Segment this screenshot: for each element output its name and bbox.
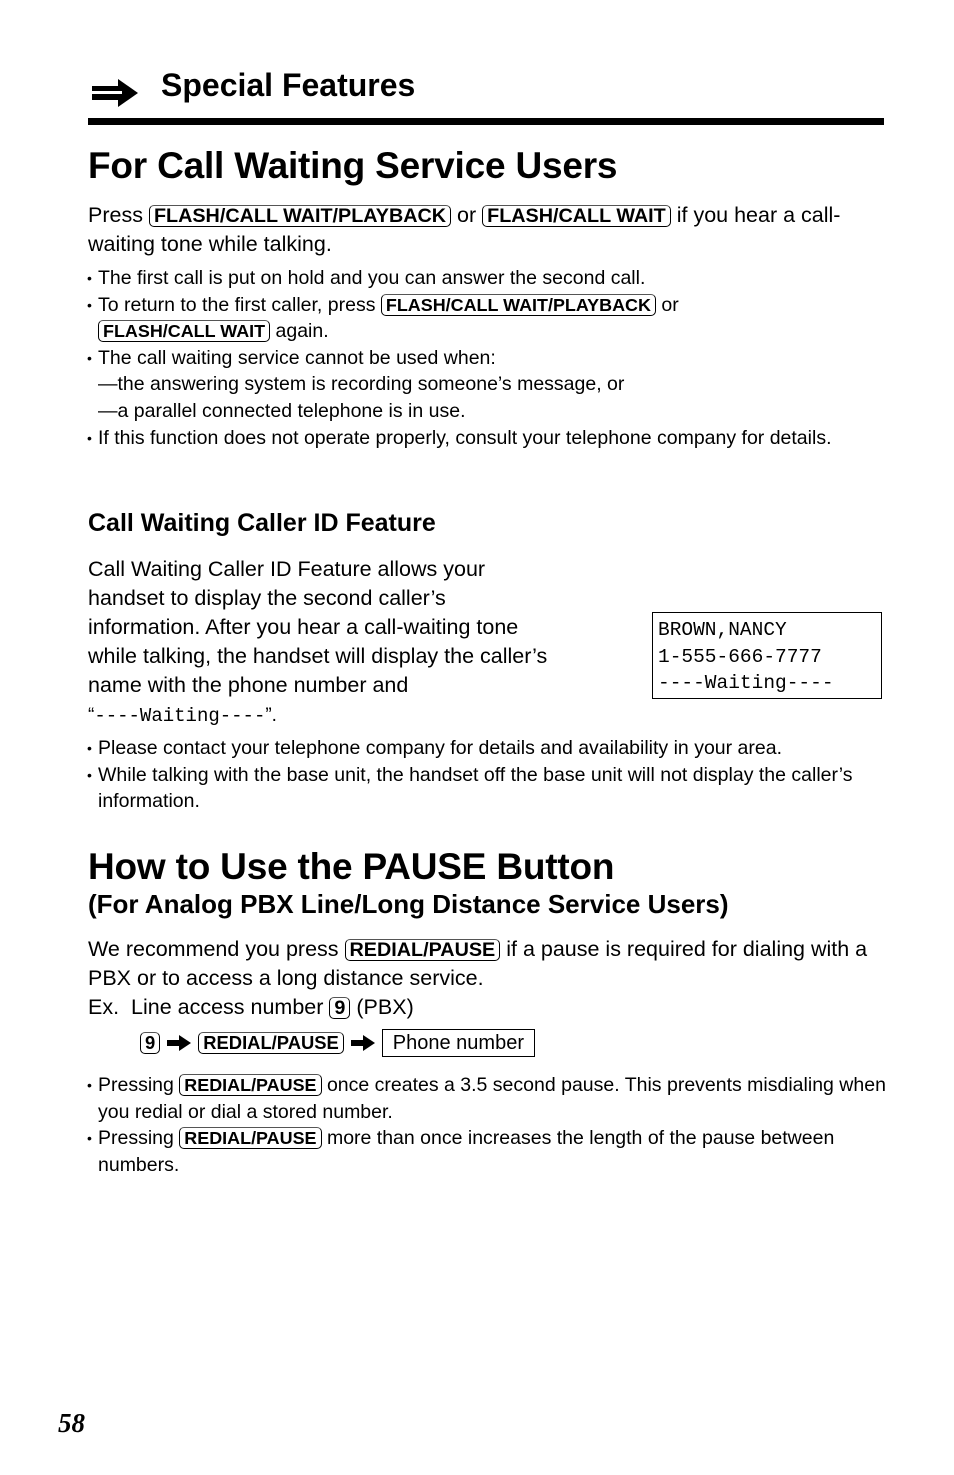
section-header <box>88 66 884 126</box>
section-title-pause: How to Use the PAUSE Button <box>88 846 615 887</box>
arrow-right-icon <box>166 1034 192 1052</box>
redial-pause-key: REDIAL/PAUSE <box>345 939 501 961</box>
call-waiting-intro <box>88 201 878 259</box>
redial-pause-key: REDIAL/PAUSE <box>179 1127 321 1149</box>
flash-call-wait-playback-key: FLASH/CALL WAIT/PLAYBACK <box>381 294 656 316</box>
intro-press: Press <box>88 203 143 227</box>
header-title: Special Features <box>161 67 416 103</box>
redial-pause-key: REDIAL/PAUSE <box>198 1032 344 1054</box>
phone-number-box: Phone number <box>382 1029 535 1057</box>
digit-9-key: 9 <box>329 997 350 1019</box>
call-waiting-notes <box>88 265 888 451</box>
list-item: • To return to the first caller, press FLASH/CALL WAIT/PLAYBACK or FLASH/CALL WAIT again. <box>88 292 888 345</box>
intro-rest: if you hear a call-waiting tone while talking. <box>88 203 841 256</box>
flash-call-wait-playback-key: FLASH/CALL WAIT/PLAYBACK <box>149 205 451 227</box>
list-item: —the answering system is recording someone’s message, or <box>98 373 625 396</box>
subsection-title-caller-id: Call Waiting Caller ID Feature <box>88 509 436 537</box>
list-item: —a parallel connected telephone is in use. <box>98 399 466 422</box>
digit-9-key: 9 <box>140 1032 160 1054</box>
redial-pause-key: REDIAL/PAUSE <box>179 1074 321 1096</box>
flash-call-wait-key: FLASH/CALL WAIT <box>98 320 270 342</box>
caller-id-description: Call Waiting Caller ID Feature allows your handset to display the second caller’s information. After you hear a call-waiting tone while talking, the handset will display the caller’s name with the phone number and “----Waiting----”. <box>88 557 548 727</box>
pause-intro: We recommend you press REDIAL/PAUSE if a pause is required for dialing with a PBX or to access a long distance service. Ex. Line access number 9 (PBX) <box>88 937 868 1019</box>
flash-call-wait-key: FLASH/CALL WAIT <box>482 205 671 227</box>
list-item: • Pressing REDIAL/PAUSE once creates a 3.5 second pause. This prevents misdialing when you redial or dial a stored number. <box>88 1072 888 1125</box>
handset-display <box>652 612 882 699</box>
section-title-call-waiting: For Call Waiting Service Users <box>88 145 618 186</box>
list-item: • Please contact your telephone company for details and availability in your area. <box>88 735 888 762</box>
list-item: • Pressing REDIAL/PAUSE more than once increases the length of the pause between numbers. <box>88 1125 888 1178</box>
list-item: • If this function does not operate properly, consult your telephone company for details. <box>88 425 888 452</box>
pause-sequence <box>140 1029 535 1057</box>
display-line-name: BROWN,NANCY <box>658 619 787 641</box>
display-line-number: 1-555-666-7777 <box>658 645 822 668</box>
pause-notes <box>88 1072 888 1178</box>
intro-or: or <box>457 203 477 227</box>
list-item: • While talking with the base unit, the handset off the base unit will not display the caller’s information. <box>88 762 888 815</box>
arrow-right-icon <box>350 1034 376 1052</box>
arrow-right-icon <box>90 78 140 108</box>
list-item: • The first call is put on hold and you can answer the second call. <box>88 265 888 292</box>
page-number: 58 <box>58 1408 85 1438</box>
display-line-status: ----Waiting---- <box>658 672 834 694</box>
section-subtitle-pause: (For Analog PBX Line/Long Distance Service Users) <box>88 889 729 919</box>
header-rule <box>88 118 884 125</box>
caller-id-notes <box>88 735 888 815</box>
waiting-text: ----Waiting---- <box>94 705 266 727</box>
list-item: • The call waiting service cannot be used when: <box>88 345 888 372</box>
